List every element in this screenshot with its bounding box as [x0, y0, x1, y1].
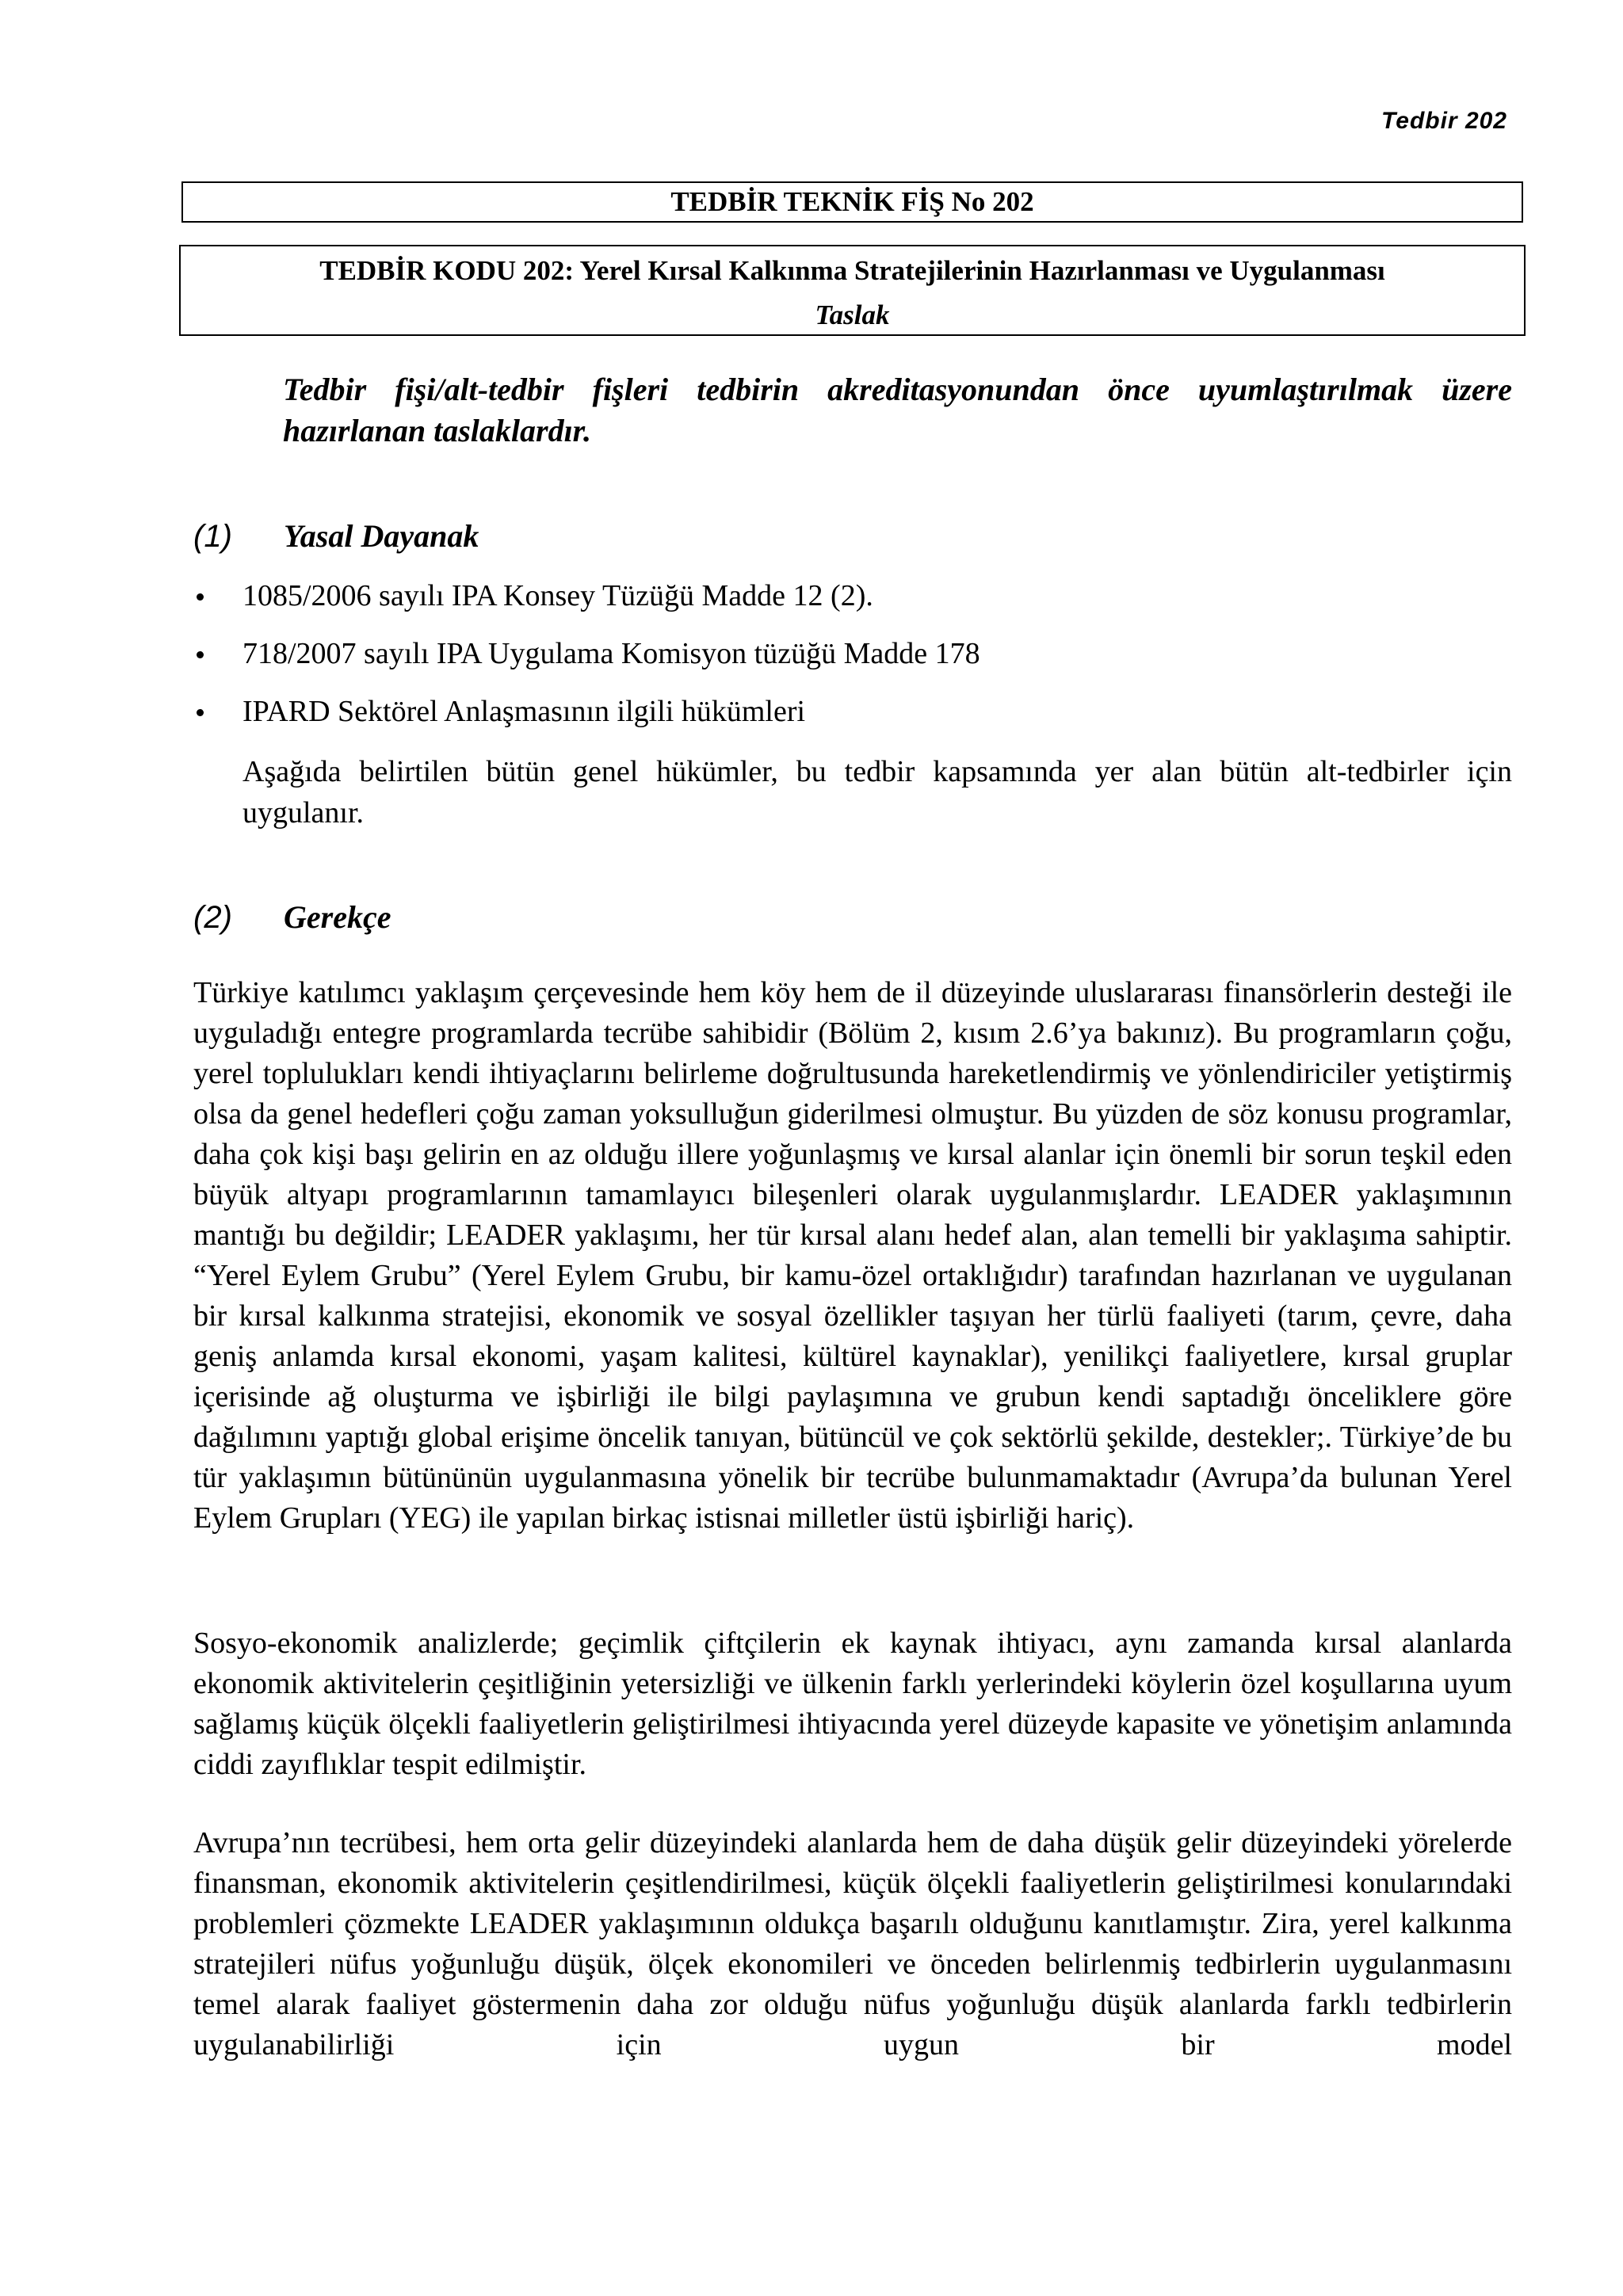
measure-code-box	[179, 245, 1526, 336]
rationale-paragraph-1: Türkiye katılımcı yaklaşım çerçevesinde hem köy hem de il düzeyinde uluslararası finansörlerin desteği ile uyguladığı entegre programlarda tecrübe sahibidir (Bölüm 2, kısım 2.6’ya bakınız). Bu programların çoğu, yerel toplulukları kendi ihtiyaçlarını belirleme doğrultusunda hareketlendirmiş ve yönlendiriciler yetiştirmiş olsa da genel hedefleri çoğu zaman yoksulluğun giderilmesi olmuştur. Bu yüzden de söz konusu programlar, daha çok kişi başı gelirin en az olduğu illere yoğunlaşmış ve kırsal alanlar için önemli bir sorun teşkil eden büyük altyapı programlarının tamamlayıcı bileşenleri olarak uygulanmışlardır. LEADER yaklaşımının mantığı bu değildir; LEADER yaklaşımı, her tür kırsal alanı hedef alan, alan temelli bir yaklaşıma sahiptir. “Yerel Eylem Grubu” (Yerel Eylem Grubu, bir kamu-özel ortaklığıdır) tarafından hazırlanan ve uygulanan bir kırsal kalkınma stratejisi, ekonomik ve sosyal özellikler taşıyan her türlü faaliyeti (tarım, çevre, daha geniş anlamda kırsal ekonomi, yaşam kalitesi, kültürel kaynaklar), yenilikçi faaliyetlere, kırsal gruplar içerisinde ağ oluşturma ve işbirliği ile bilgi paylaşımına ve grubun kendi saptadığı önceliklere göre dağılımını yaptığı global erişime öncelik tanıyan, bütüncül ve çok sektörlü şekilde, destekler;. Türkiye’de bu tür yaklaşımın bütününün uygulanmasına yönelik bir tecrübe bulunmamaktadır (Avrupa’da bulunan Yerel Eylem Grupları (YEG) ile yapılan birkaç istisnai milletler üstü işbirliği hariç).	[193, 976, 1512, 1535]
title-box	[181, 181, 1523, 223]
list-item	[193, 635, 1517, 692]
list-item-text: 718/2007 sayılı IPA Uygulama Komisyon tüzüğü Madde 178	[242, 637, 980, 670]
list-item	[193, 577, 1517, 635]
section-number: (1)	[193, 519, 232, 554]
running-header: Tedbir 202	[1381, 108, 1507, 134]
draft-note: Tedbir fişi/alt-tedbir fişleri tedbirin akreditasyonundan önce uyumlaştırılmak üzere hazırlanan taslaklardır.	[283, 372, 1512, 448]
section-heading-legal-basis	[193, 517, 479, 556]
draft-label: Taslak	[815, 299, 890, 330]
bullet-icon	[197, 593, 204, 601]
measure-code-line: TEDBİR KODU 202: Yerel Kırsal Kalkınma Stratejilerinin Hazırlanması ve Uygulanması	[319, 255, 1385, 286]
list-item-text: 1085/2006 sayılı IPA Konsey Tüzüğü Madde 12 (2).	[242, 579, 873, 612]
section-heading-rationale	[193, 898, 391, 937]
section-title: Gerekçe	[284, 899, 391, 935]
section-number: (2)	[193, 900, 232, 935]
list-item-text: IPARD Sektörel Anlaşmasının ilgili hükümleri	[242, 695, 806, 728]
rationale-paragraph-2: Sosyo-ekonomik analizlerde; geçimlik çiftçilerin ek kaynak ihtiyacı, aynı zamanda kırsal alanlarda ekonomik aktivitelerin çeşitliğinin yetersizliği ve ülkenin farklı yerlerindeki köylerin özel koşullarına uyum sağlamış küçük ölçekli faaliyetlerin geliştirilmesi ihtiyacında yerel düzeyde kapasite ve yönetişim anlamında ciddi zayıflıklar tespit edilmiştir.	[193, 1627, 1512, 1781]
rationale-paragraph-3: Avrupa’nın tecrübesi, hem orta gelir düzeyindeki alanlarda hem de daha düşük gelir düzeyindeki yörelerde finansman, ekonomik aktivitelerin çeşitlendirilmesi, küçük ölçekli faaliyetlerin geliştirilmesi konularındaki problemleri çözmekte LEADER yaklaşımının oldukça başarılı olduğunu kanıtlamıştır. Zira, yerel kalkınma stratejileri nüfus yoğunluğu düşük, ölçek ekonomileri ve önceden belirlenmiş tedbirlerin uygulanmasını temel alarak faaliyet göstermenin daha zor olduğu nüfus yoğunluğu düşük alanlarda farklı tedbirlerin uygulanabilirliği için uygun bir model	[193, 1826, 1512, 2061]
section-title: Yasal Dayanak	[284, 518, 479, 554]
bullet-icon	[197, 709, 204, 716]
scope-paragraph: Aşağıda belirtilen bütün genel hükümler, bu tedbir kapsamında yer alan bütün alt-tedbirler için uygulanır.	[242, 755, 1512, 830]
list-item	[193, 692, 1517, 750]
document-title: TEDBİR TEKNİK FİŞ No 202	[670, 186, 1034, 217]
bullet-icon	[197, 651, 204, 658]
legal-basis-list	[193, 577, 1517, 750]
